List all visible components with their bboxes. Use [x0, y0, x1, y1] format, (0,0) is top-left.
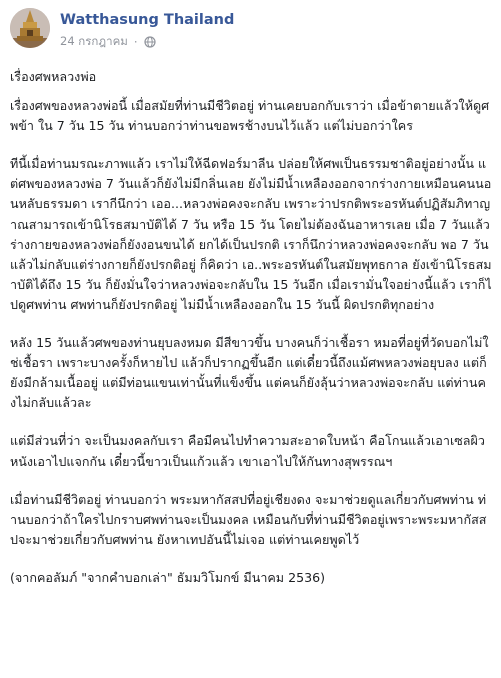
- post-paragraph-2: ทีนี้เมื่อท่านมรณะภาพแล้ว เราไม่ให้ฉีดฟอร์มาลีน ปล่อยให้ศพเป็นธรรมชาติอยู่อย่างนั้น แต่ศพของหลวงพ่อ 7 วันแล้วก็ยังไม่มีกลิ่นเลย ยังไม่มีน้ำเหลืองออกจากร่างกายเหมือนคนนอนหลับธรรมดา เรากีนึกว่า เออ...หลวงพ่อคงจะกลับ เพราะว่าปรกติพระอรหันต์ปฏิสัมภิทาญาณสามารถเข้านิโรธสมาบัติได้ 7 วัน หรือ 15 วัน โดยไม่ต้องฉันอาหารเลย เมื่อ 7 วันแล้วร่างกายของหลวงพ่อก็ยังงอนขนได้ ยกได้เป็นปรกติ เราก็นึกว่าหลวงพ่อคงจะกลับ พอ 7 วันแล้วไม่กลับแต่ร่างกายก็ยังปรกติอยู่ ก็คิดว่า เอ..พระอรหันต์ในสมัยพุทธกาล ยังเข้านิโรธสมาบัติได้ถึง 15 วัน ก็ยังมั่นใจว่าหลวงพ่อจะกลับใน 15 วันอีก เมื่อเรามั่นใจอย่างนี้แล้ว เราก็ไปดูศพท่าน ศพท่านก็ยังปรกติอยู่ ไม่มีน้ำเหลืองออกใน 15 วันนี้ ผิดปรกติทุกอย่าง: [10, 156, 492, 312]
- post-date[interactable]: 24 กรกฎาคม: [60, 34, 128, 48]
- post-title: เรื่องศพหลวงพ่อ: [10, 69, 97, 84]
- page-name-link[interactable]: Watthasung Thailand: [60, 12, 235, 28]
- page-avatar[interactable]: [10, 8, 50, 48]
- globe-icon[interactable]: [144, 36, 156, 48]
- temple-avatar-image: [10, 8, 50, 48]
- post-source-citation: (จากคอลัมภ์ "จากคำบอกเล่า" ธัมมวิโมกข์ มีนาคม 2536): [10, 569, 326, 585]
- post-header: [10, 8, 491, 58]
- separator-dot: ·: [133, 35, 138, 49]
- post-paragraph-4: แต่มีส่วนที่ว่า จะเป็นมงคลกับเรา คือมีคนไปทำความสะอาดใบหน้า คือโกนแล้วเอาเซลผิวหนังเอาไปแจกกัน เดี๋ยวนี้ขาวเป็นแก้วแล้ว เขาเอาไปให้กันทางสุพรรณฯ: [10, 433, 485, 469]
- post-meta: [60, 33, 156, 51]
- post-paragraph-1: เรื่องศพของหลวงพ่อนี้ เมื่อสมัยที่ท่านมีชีวิตอยู่ ท่านเคยบอกกับเราว่า เมื่อข้าตายแล้วให้ดูศพข้า ใน 7 วัน 15 วัน ท่านบอกว่าท่านขอพรช้างบนไว้แล้ว แต่ไม่บอกว่าใคร: [10, 98, 490, 134]
- post-paragraph-5: เมื่อท่านมีชีวิตอยู่ ท่านบอกว่า พระมหากัสสปที่อยู่เชียงดง จะมาช่วยดูแลเกี่ยวกับศพท่าน ท่านบอกว่าถ้าใครไปกราบศพท่านจะเป็นมงคล เหมือนกับที่ท่านมีชีวิตอยู่เพราะพระมหากัสสปจะมาช่วยเกี่ยวกับศพท่าน ยังหาเทปอันนี้ไม่เจอ แต่ท่านเคยพูดไว้: [10, 491, 487, 547]
- post-body: [10, 67, 492, 606]
- post-paragraph-3: หลัง 15 วันแล้วศพของท่านยุบลงหมด มีสีขาวขึ้น บางคนก็ว่าเชื้อรา หมอที่อยู่ที่วัดบอกไม่ใช่เชื้อรา เพราะบางครั้งก็หายไป แล้วก็ปรากฏขึ้นอีก แต่เดี๋ยวนี้ถึงแม้ศพหลวงพ่อยุบลง แต่ก็ยังมีกล้ามเนื้ออยู่ แต่มีท่อนแขนเท่านั้นที่แข็งขึ้น แต่คนก็ยังลุ้นว่าหลวงพ่อจะกลับ แต่ท่านคงไม่กลับแล้วละ: [10, 335, 489, 411]
